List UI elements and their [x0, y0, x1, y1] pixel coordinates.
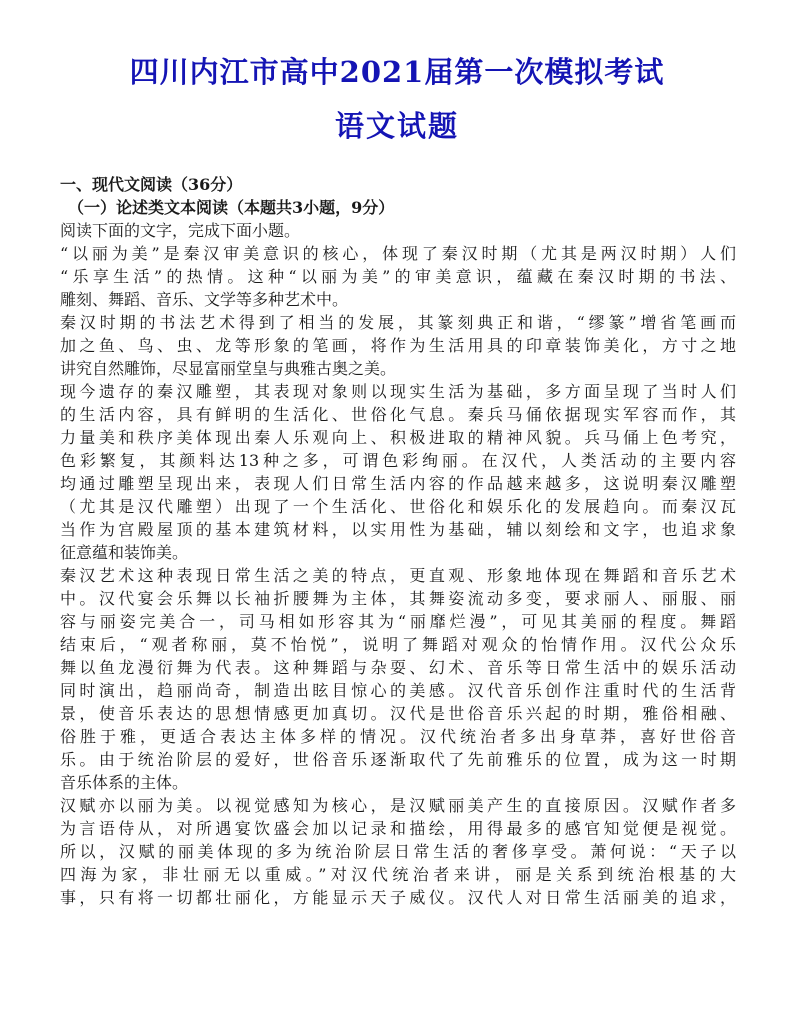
- passage-line: “乐享生活”的热情。这种“以丽为美”的审美意识，蕴藏在秦汉时期的书法、: [60, 267, 736, 286]
- passage-line: 所以，汉赋的丽美体现的多为统治阶层日常生活的奢侈享受。萧何说：“天子以: [60, 842, 736, 861]
- passage-line: （尤其是汉代雕塑）出现了一个生活化、世俗化和娱乐化的发展趋向。而秦汉瓦: [60, 497, 736, 516]
- passage-line: 征意蕴和装饰美。: [60, 543, 189, 562]
- passage-line: “以丽为美”是秦汉审美意识的核心，体现了秦汉时期（尤其是两汉时期）人们: [60, 244, 736, 263]
- passage-line: 同时演出，趋丽尚奇，制造出眩目惊心的美感。汉代音乐创作注重时代的生活背: [60, 681, 736, 700]
- passage-line: 中。汉代宴会乐舞以长袖折腰舞为主体，其舞姿流动多变，要求丽人、丽服、丽: [60, 589, 736, 608]
- exam-title: 四川内江市高中2021届第一次模拟考试: [129, 55, 665, 89]
- subject-title: 语文试题: [334, 109, 459, 143]
- document-title: [0, 52, 794, 146]
- passage-line: 当作为宫殿屋顶的基本建筑材料，以实用性为基础，辅以刻绘和文字，也追求象: [60, 520, 736, 539]
- passage-line: 讲究自然雕饰，尽显富丽堂皇与典雅古奥之美。: [60, 359, 397, 378]
- section-heading: 一、现代文阅读（36分）: [60, 175, 243, 194]
- passage-line: 阅读下面的文字，完成下面小题。: [60, 221, 301, 240]
- passage-text: [60, 219, 736, 909]
- passage-line: 色彩繁复，其颜料达13种之多，可谓色彩绚丽。在汉代，人类活动的主要内容: [60, 451, 736, 470]
- passage-line: 秦汉艺术这种表现日常生活之美的特点，更直观、形象地体现在舞蹈和音乐艺术: [60, 566, 736, 585]
- passage-line: 事，只有将一切都壮丽化，方能显示天子威仪。汉代人对日常生活丽美的追求，: [60, 888, 736, 907]
- passage-line: 秦汉时期的书法艺术得到了相当的发展，其篆刻典正和谐，“缪篆”增省笔画而: [60, 313, 736, 332]
- document-body: [60, 173, 736, 909]
- passage-line: 结束后，“观者称丽，莫不怡悦”，说明了舞蹈对观众的怡情作用。汉代公众乐: [60, 635, 736, 654]
- passage-line: 俗胜于雅，更适合表达主体多样的情况。汉代统治者多出身草莽，喜好世俗音: [60, 727, 736, 746]
- passage-line: 力量美和秩序美体现出秦人乐观向上、积极进取的精神风貌。兵马俑上色考究，: [60, 428, 736, 447]
- passage-line: 景，使音乐表达的思想情感更加真切。汉代是世俗音乐兴起的时期，雅俗相融、: [60, 704, 736, 723]
- subsection-heading: （一）论述类文本阅读（本题共3小题，9分）: [68, 198, 395, 217]
- passage-line: 四海为家，非壮丽无以重威。”对汉代统治者来讲，丽是关系到统治根基的大: [60, 865, 736, 884]
- passage-line: 音乐体系的主体。: [60, 773, 189, 792]
- passage-line: 容与丽姿完美合一，司马相如形容其为“丽靡烂漫”，可见其美丽的程度。舞蹈: [60, 612, 736, 631]
- passage-line: 为言语侍从，对所遇宴饮盛会加以记录和描绘，用得最多的感官知觉便是视觉。: [60, 819, 736, 838]
- passage-line: 乐。由于统治阶层的爱好，世俗音乐逐渐取代了先前雅乐的位置，成为这一时期: [60, 750, 736, 769]
- passage-line: 的生活内容，具有鲜明的生活化、世俗化气息。秦兵马俑依据现实军容而作，其: [60, 405, 736, 424]
- passage-line: 现今遗存的秦汉雕塑，其表现对象则以现实生活为基础，多方面呈现了当时人们: [60, 382, 736, 401]
- passage-line: 雕刻、舞蹈、音乐、文学等多种艺术中。: [60, 290, 349, 309]
- passage-line: 均通过雕塑呈现出来，表现人们日常生活内容的作品越来越多，这说明秦汉雕塑: [60, 474, 736, 493]
- passage-line: 加之鱼、鸟、虫、龙等形象的笔画，将作为生活用具的印章装饰美化，方寸之地: [60, 336, 736, 355]
- passage-line: 汉赋亦以丽为美。以视觉感知为核心，是汉赋丽美产生的直接原因。汉赋作者多: [60, 796, 736, 815]
- passage-line: 舞以鱼龙漫衍舞为代表。这种舞蹈与杂耍、幻术、音乐等日常生活中的娱乐活动: [60, 658, 736, 677]
